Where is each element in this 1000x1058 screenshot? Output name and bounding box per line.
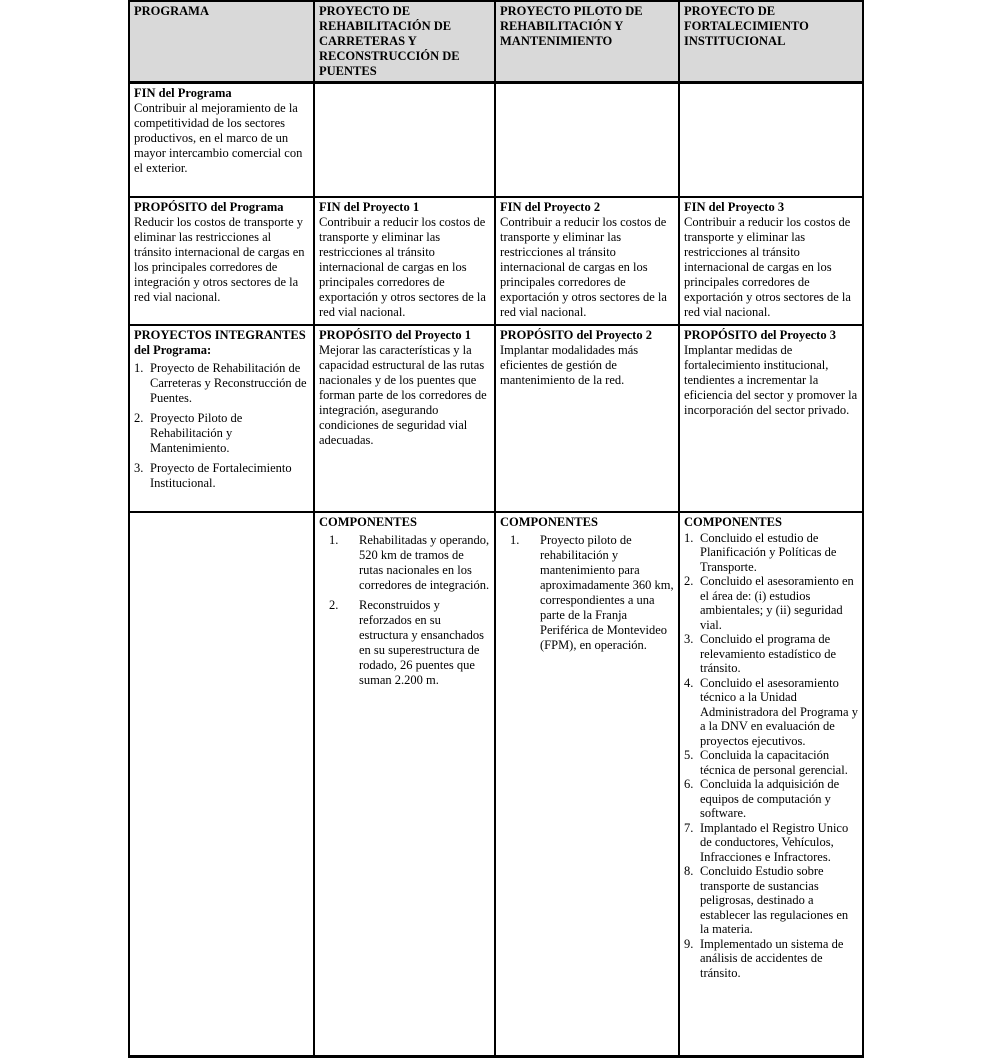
fin-row-cell-2 [314,83,495,197]
cell-title: PROPÓSITO del Proyecto 2 [500,327,652,342]
cell-paragraph: Implantar medidas de fortalecimiento institucional, tendientes a incrementar la eficiencia del sector y promover la incorporación del sector privado. [684,342,858,417]
cell-title: PROPÓSITO del Proyecto 3 [684,327,836,342]
column-header-1: PROGRAMA [129,1,314,83]
list-item-text: Proyecto piloto de rehabilitación y mantenimiento para aproximadamente 360 km, correspondientes a una parte de la Franja Periférica de Montevideo (FPM), en operación. [540,532,674,652]
list-item-number: 8. [684,864,694,878]
proposito-fin-row [129,197,863,325]
integrantes-proposito-row [129,325,863,512]
list-item [684,574,858,632]
integrantes-proposito-row-cell-3 [495,325,679,512]
list-item-number: 3. [684,632,694,646]
cell-title: FIN del Proyecto 3 [684,199,785,214]
list-item-text: Concluido el estudio de Planificación y Políticas de Transporte. [700,530,837,574]
list-item-text: Concluida la adquisición de equipos de computación y software. [700,777,840,820]
list-item-number: 4. [684,675,694,690]
list-item [684,531,858,575]
header-row [129,1,863,83]
cell-title: FIN del Proyecto 1 [319,199,420,214]
proposito-fin-row-cell-4 [679,197,863,325]
cell-paragraph: Implantar modalidades más eficientes de gestión de mantenimiento de la red. [500,342,639,387]
componentes-row-cell-2 [314,512,495,1057]
cell-title: FIN del Proyecto 2 [500,199,601,214]
numbered-list [319,533,490,688]
cell-paragraph: Contribuir a reducir los costos de transporte y eliminar las restricciones al tránsito internacional de cargas en los principales corredores de exportación y otros sectores de la red vial nacional. [500,214,667,319]
list-item-number: 2. [134,410,144,425]
integrantes-proposito-row-cell-1 [129,325,314,512]
integrantes-proposito-row-cell-2 [314,325,495,512]
list-item-number: 3. [134,460,144,475]
list-item-number: 1. [329,532,339,547]
list-item-text: Concluido el asesoramiento en el área de: (i) estudios ambientales; y (ii) seguridad vial. [700,574,854,632]
list-item-text: Concluido Estudio sobre transporte de sustancias peligrosas, destinado a establecer las regulaciones en la materia. [700,864,849,936]
cell-paragraph: Contribuir a reducir los costos de transporte y eliminar las restricciones al tránsito internacional de cargas en los principales corredores de exportación y otros sectores de la red vial nacional. [684,214,851,319]
list-item [319,598,490,688]
list-item-number: 1. [684,530,694,545]
cell-title: COMPONENTES [500,514,598,529]
componentes-row [129,512,863,1057]
numbered-list [134,361,309,491]
fin-row-cell-1 [129,83,314,197]
cell-title: COMPONENTES [319,514,417,529]
list-item [684,632,858,676]
numbered-list [684,531,858,981]
list-item [684,937,858,981]
list-item-text: Concluido el programa de relevamiento estadístico de tránsito. [700,632,837,675]
list-item-number: 1. [134,360,144,375]
list-item-number: 2. [684,574,694,588]
proposito-fin-row-cell-2 [314,197,495,325]
cell-title: PROPÓSITO del Proyecto 1 [319,327,471,342]
column-header-3: PROYECTO PILOTO DE REHABILITACIÓN Y MANTENIMIENTO [495,1,679,83]
integrantes-proposito-row-cell-4 [679,325,863,512]
list-item [319,533,490,593]
list-item-text: Rehabilitadas y operando, 520 km de tramos de rutas nacionales en los corredores de integración. [359,532,490,592]
componentes-row-cell-1 [129,512,314,1057]
fin-row-cell-4 [679,83,863,197]
logical-framework-table [128,0,864,1058]
list-item [134,461,309,491]
list-item [684,864,858,937]
list-item-number: 1. [510,532,520,547]
cell-title: PROYECTOS INTEGRANTES del Programa: [134,327,306,357]
cell-title: PROPÓSITO del Programa [134,199,284,214]
componentes-row-cell-4 [679,512,863,1057]
fin-row [129,83,863,197]
list-item-number: 2. [329,597,339,612]
proposito-fin-row-cell-3 [495,197,679,325]
fin-row-cell-3 [495,83,679,197]
cell-paragraph: Contribuir a reducir los costos de transporte y eliminar las restricciones al tránsito internacional de cargas en los principales corredores de exportación y otros sectores de la red vial nacional. [319,214,486,319]
column-header-2: PROYECTO DE REHABILITACIÓN DE CARRETERAS Y RECONSTRUCCIÓN DE PUENTES [314,1,495,83]
proposito-fin-row-cell-1 [129,197,314,325]
list-item-text: Proyecto de Fortalecimiento Institucional. [150,460,292,490]
table-body [129,83,863,1057]
list-item [684,676,858,749]
list-item-text: Implementado un sistema de análisis de accidentes de tránsito. [700,936,844,980]
list-item [134,361,309,406]
list-item [684,821,858,865]
cell-paragraph: Reducir los costos de transporte y eliminar las restricciones al tránsito internacional de cargas en los principales corredores de integración y otros sectores de la red vial nacional. [134,214,305,304]
list-item [684,777,858,821]
list-item [134,411,309,456]
list-item-text: Implantado el Registro Unico de conductores, Vehículos, Infracciones e Infractores. [700,820,849,864]
list-item-number: 6. [684,777,694,791]
numbered-list [500,533,674,653]
cell-title: COMPONENTES [684,514,782,529]
cell-paragraph: Mejorar las características y la capacidad estructural de las rutas nacionales y de los puentes que forman parte de los corredores de integración, asegurando condiciones de seguridad vial adecuadas. [319,342,487,447]
list-item-number: 9. [684,936,694,951]
list-item-text: Proyecto Piloto de Rehabilitación y Mantenimiento. [150,410,243,455]
list-item-number: 7. [684,820,694,835]
cell-paragraph: Contribuir al mejoramiento de la competitividad de los sectores productivos, en el marco de un mayor intercambio comercial con el exterior. [134,101,303,175]
componentes-row-cell-3 [495,512,679,1057]
list-item-text: Concluida la capacitación técnica de personal gerencial. [700,748,848,777]
list-item-text: Proyecto de Rehabilitación de Carreteras y Reconstrucción de Puentes. [150,360,307,405]
cell-title: FIN del Programa [134,86,232,100]
list-item-text: Reconstruidos y reforzados en su estructura y ensanchados en su superestructura de rodado, 26 puentes que suman 2.200 m. [359,597,484,687]
column-header-4: PROYECTO DE FORTALECIMIENTO INSTITUCIONAL [679,1,863,83]
list-item [500,533,674,653]
list-item-number: 5. [684,748,694,762]
list-item-text: Concluido el asesoramiento técnico a la Unidad Administradora del Programa y a la DNV en evaluación de proyectos ejecutivos. [700,675,858,748]
list-item [684,748,858,777]
